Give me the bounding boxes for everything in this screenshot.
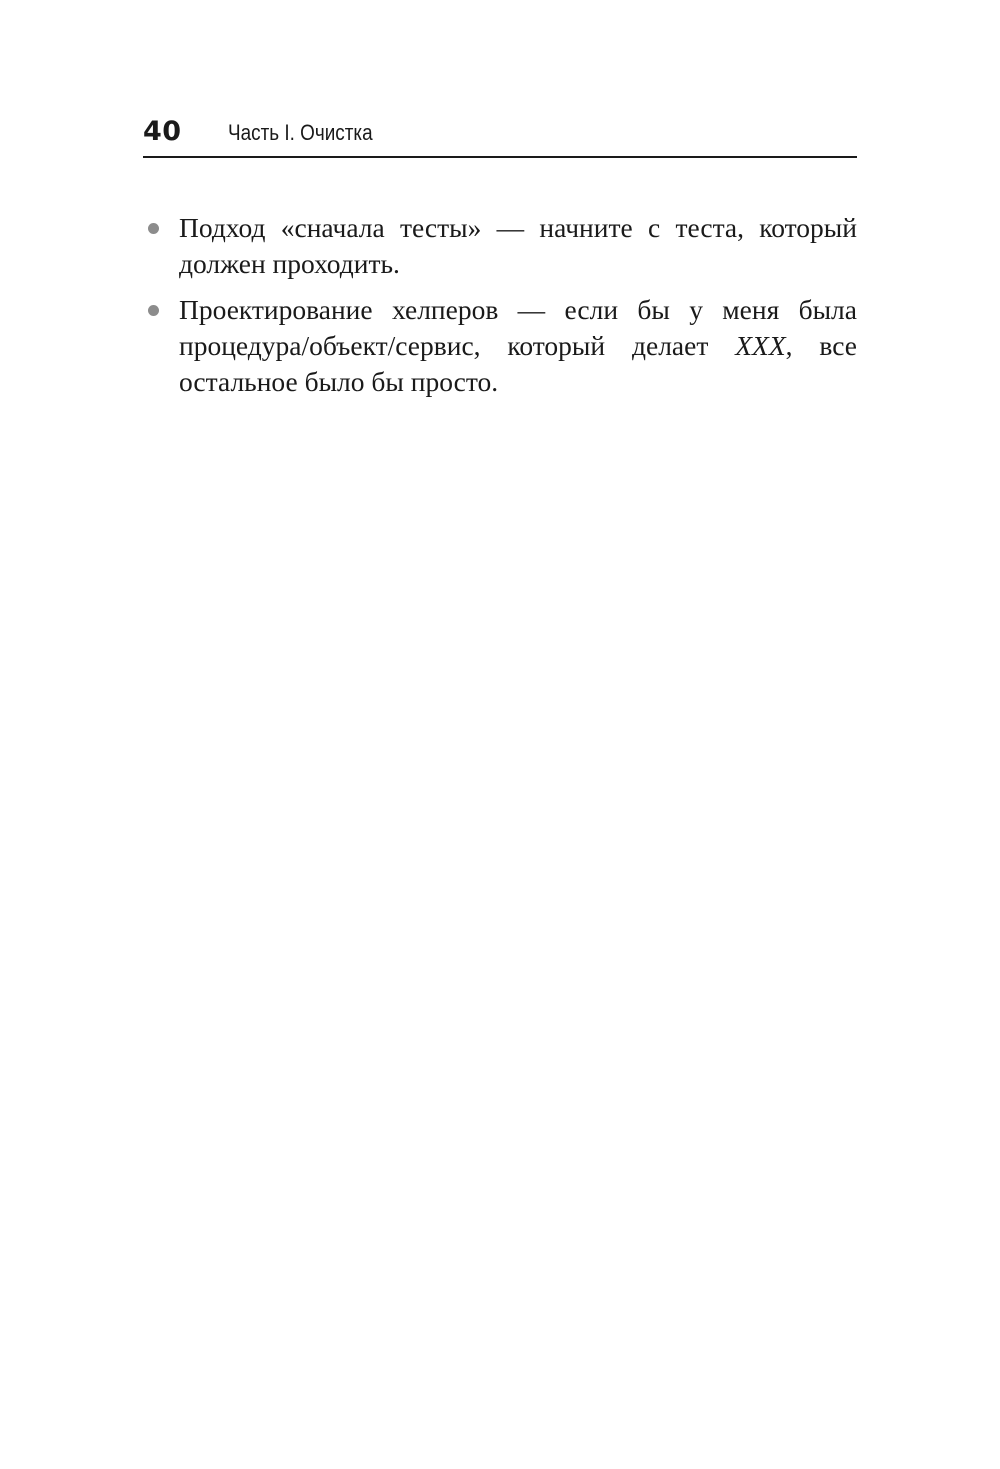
- list-item-text: Подход «сначала тесты» — начните с теста, который должен проходить.: [179, 212, 857, 279]
- bullet-icon: [148, 305, 159, 316]
- section-title: Часть I. Очистка: [228, 120, 373, 145]
- list-item-text-end: , все остальное было бы просто.: [179, 330, 857, 397]
- list-item-emphasis: XXX: [735, 330, 786, 361]
- bullet-icon: [148, 223, 159, 234]
- list-item-text: Проектирование хелперов — если бы у меня была процедура/объект/сервис, который делает: [179, 294, 857, 361]
- list-item: [143, 210, 857, 282]
- bullet-list: [143, 210, 857, 410]
- list-item: [143, 292, 857, 400]
- page-number: 40: [143, 116, 182, 147]
- running-header: [143, 112, 857, 158]
